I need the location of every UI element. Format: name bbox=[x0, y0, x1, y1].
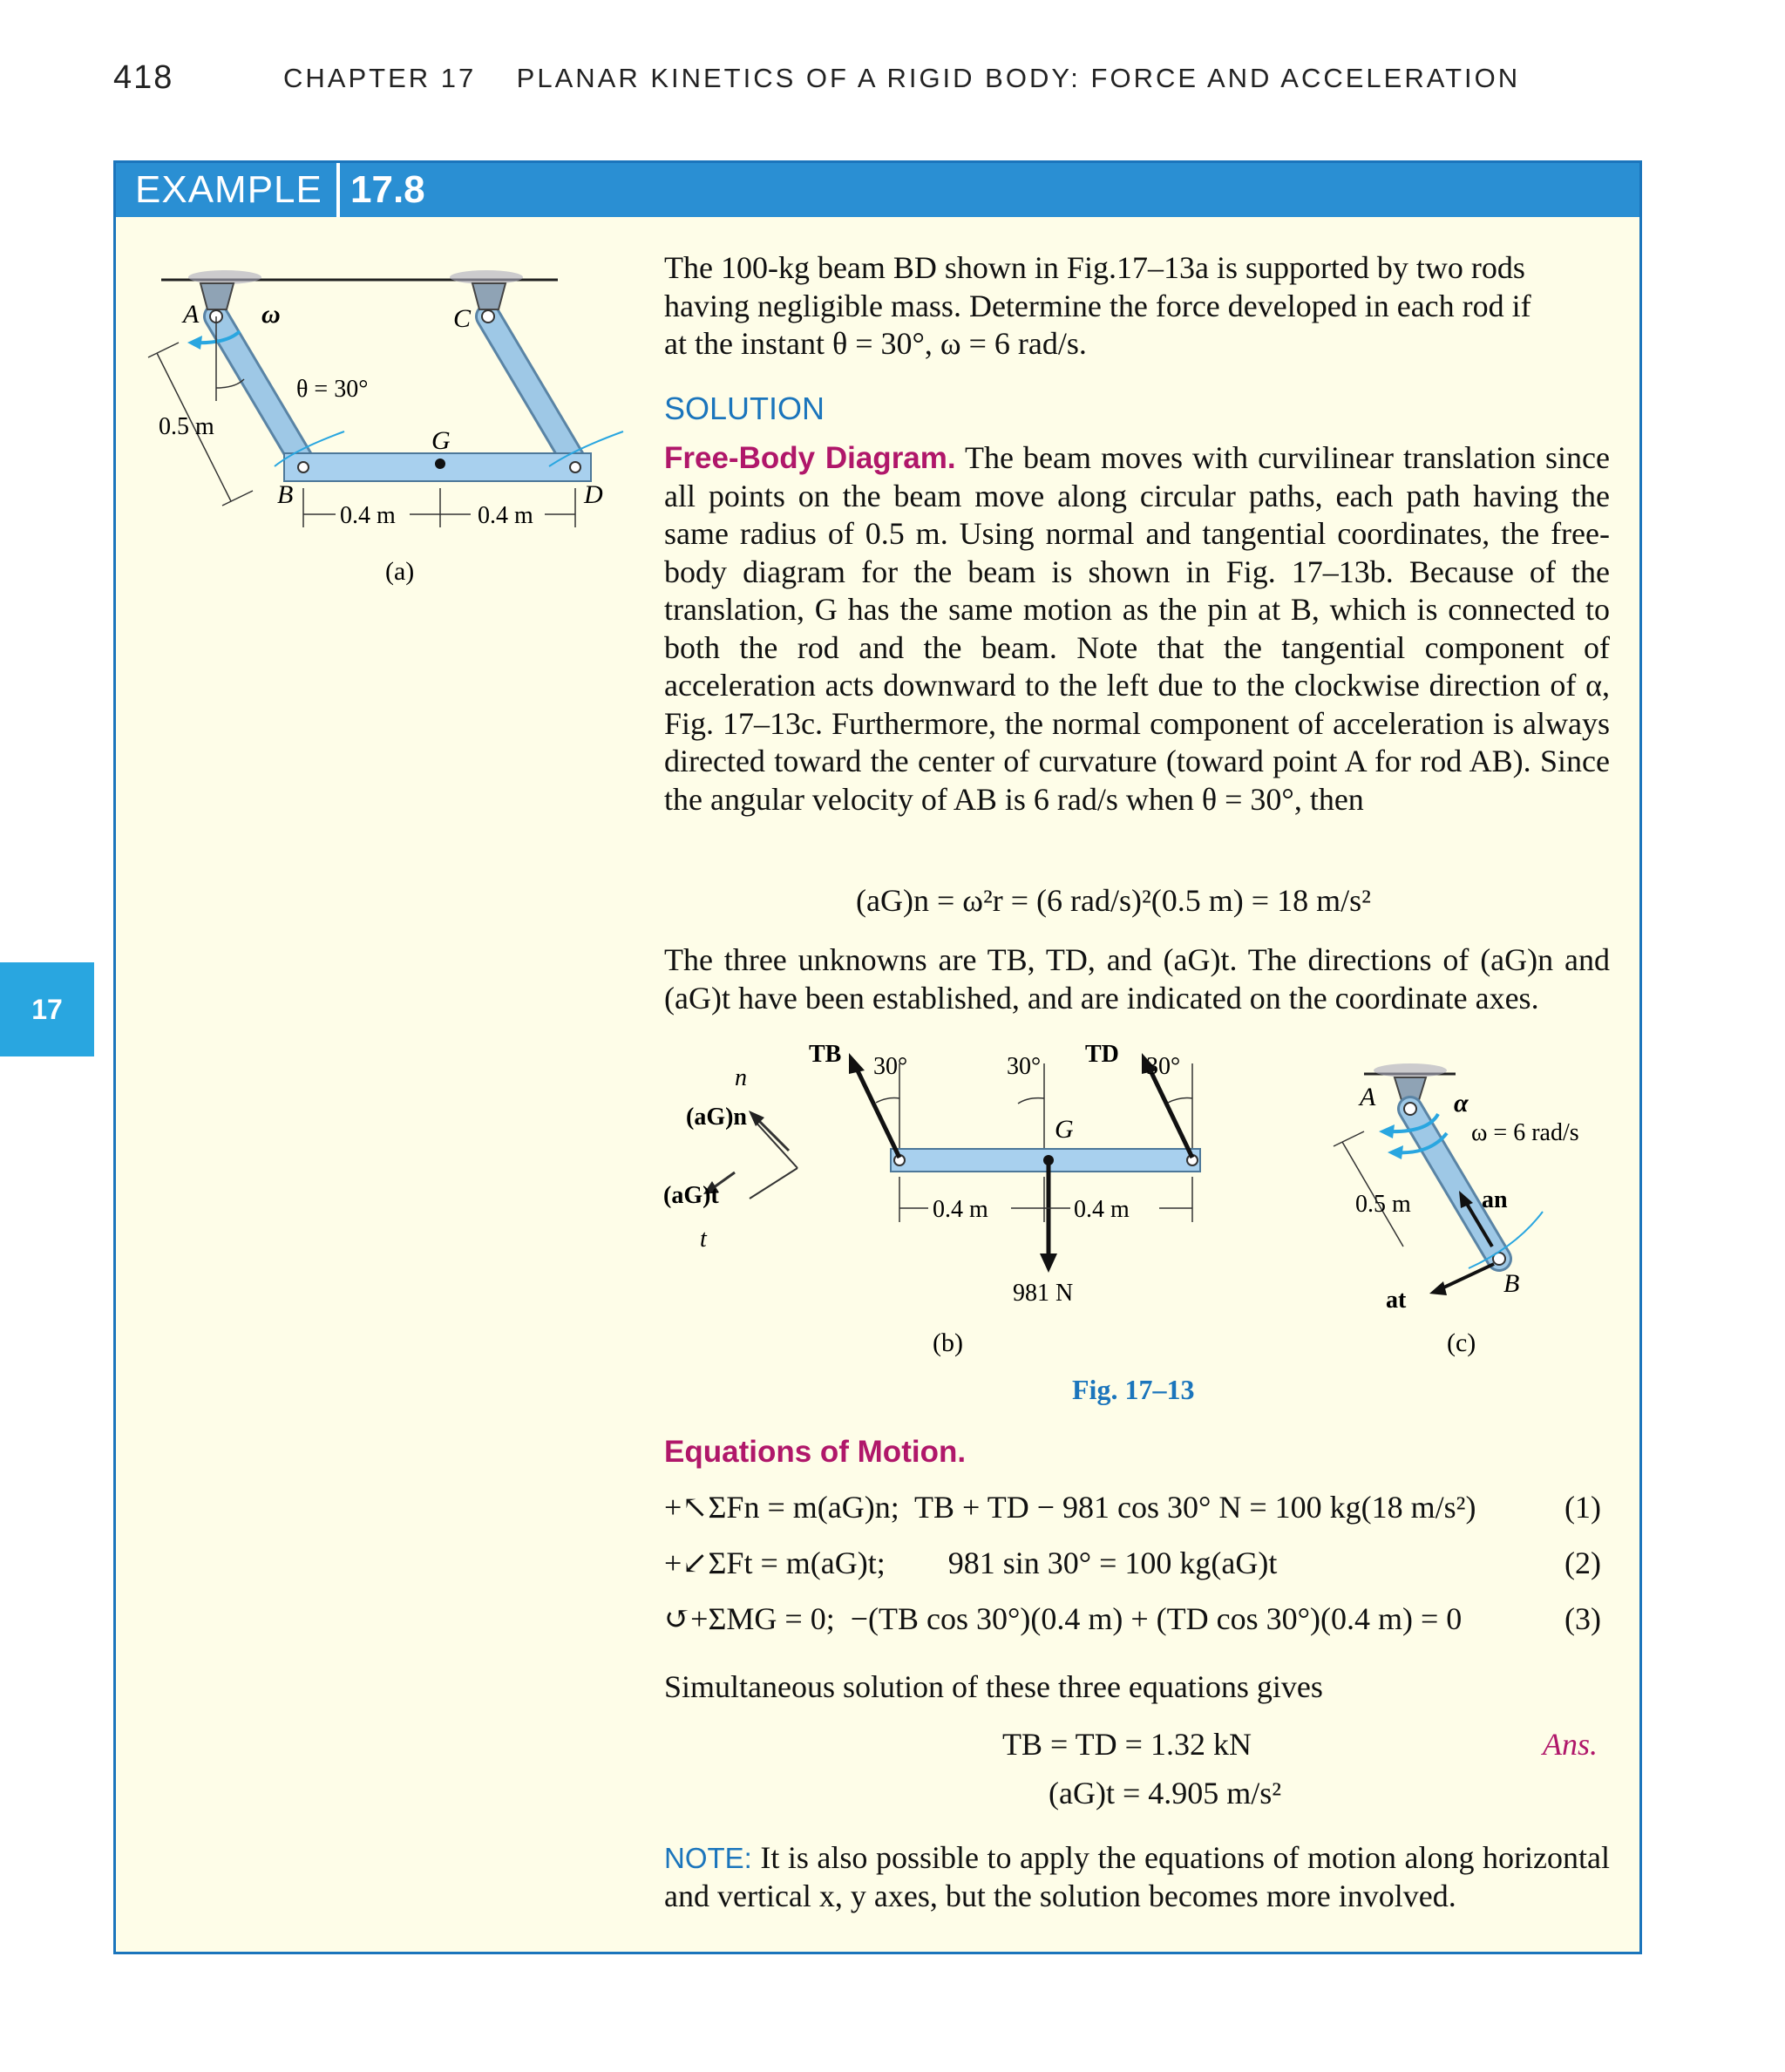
fbd-heading: Free-Body Diagram. bbox=[664, 441, 956, 475]
fig-b-agn: (aG)n bbox=[686, 1104, 747, 1131]
fig-b-G: G bbox=[1055, 1115, 1074, 1144]
fbd-paragraph bbox=[664, 439, 1610, 819]
fig-c-omega: ω = 6 rad/s bbox=[1471, 1119, 1579, 1146]
example-number: 17.8 bbox=[350, 168, 425, 211]
fig-a-caption: (a) bbox=[385, 557, 415, 586]
eom-heading: Equations of Motion. bbox=[664, 1435, 967, 1469]
fbd-text: The beam moves with curvilinear translation since all points on the beam move along circular paths, each path having the same radius of 0.5 m. Using normal and tangential coordinates, the free-body diagram for the beam is shown in Fig. 17–13b. Because of the translation, G has the same motion as the pin at B, which is connected to both the rod and the beam. Note that the tangential component of acceleration acts downward to the left due to the clockwise direction of α, Fig. 17–13c. Furthermore, the normal component of acceleration is always directed toward the center of curvature (toward point A for rod AB). Since the angular velocity of AB is 6 rad/s when θ = 30°, then bbox=[664, 440, 1610, 817]
fig-c-A: A bbox=[1360, 1083, 1376, 1111]
note-label: NOTE: bbox=[664, 1842, 752, 1874]
answer-label: Ans. bbox=[1543, 1727, 1598, 1762]
fig-c-caption: (c) bbox=[1447, 1328, 1476, 1357]
figure-c bbox=[1325, 1046, 1639, 1369]
fig-a-dim-left: 0.4 m bbox=[340, 502, 396, 529]
fig-c-B: B bbox=[1503, 1269, 1520, 1298]
fig-b-agt: (aG)t bbox=[663, 1182, 719, 1209]
example-title-bar bbox=[116, 163, 1639, 217]
figure-a bbox=[139, 248, 628, 597]
example-label: EXAMPLE bbox=[135, 168, 322, 211]
equation-2-number: (2) bbox=[1564, 1546, 1601, 1580]
fig-a-label-omega: ω bbox=[261, 300, 281, 329]
chapter-heading: CHAPTER 17 PLANAR KINETICS OF A RIGID BODY: FORCE AND ACCELERATION bbox=[283, 63, 1521, 93]
fig-b-angle-2: 30° bbox=[1007, 1053, 1042, 1080]
page-number: 418 bbox=[113, 59, 174, 96]
example-title-separator bbox=[336, 163, 340, 217]
equation-3: ↺+ΣMG = 0; −(TB cos 30°)(0.4 m) + (TD cos 30°)(0.4 m) = 0 bbox=[664, 1601, 1463, 1636]
fig-a-label-theta: θ = 30° bbox=[296, 376, 369, 403]
equation-3-number: (3) bbox=[1564, 1601, 1601, 1636]
chapter-tab: 17 bbox=[0, 962, 94, 1056]
fig-c-length: 0.5 m bbox=[1355, 1191, 1411, 1218]
fig-a-label-D: D bbox=[584, 480, 603, 509]
fig-a-label-C: C bbox=[453, 304, 472, 333]
fig-a-label-B: B bbox=[277, 480, 294, 509]
problem-line-3: at the instant θ = 30°, ω = 6 rad/s. bbox=[664, 326, 1087, 361]
equation-1-number: (1) bbox=[1564, 1490, 1601, 1525]
fig-b-dim-left: 0.4 m bbox=[933, 1196, 988, 1223]
problem-line-1: The 100-kg beam BD shown in Fig.17–13a is supported by two rods bbox=[664, 250, 1525, 285]
figure-b bbox=[793, 1029, 1246, 1360]
fig-c-alpha: α bbox=[1454, 1089, 1469, 1118]
fig-c-an: an bbox=[1482, 1186, 1508, 1213]
figure-caption: Fig. 17–13 bbox=[1072, 1374, 1195, 1405]
note-text: It is also possible to apply the equations of motion along horizontal and vertical x, y axes, but the solution becomes more involved. bbox=[664, 1840, 1611, 1913]
solution-heading: SOLUTION bbox=[664, 391, 825, 426]
result-tensions: TB = TD = 1.32 kN bbox=[1002, 1727, 1252, 1762]
equation-normal-acceleration: (aG)n = ω²r = (6 rad/s)²(0.5 m) = 18 m/s² bbox=[856, 883, 1371, 918]
unknowns-paragraph: The three unknowns are TB, TD, and (aG)t. The directions of (aG)n and (aG)t have been established, and are indicated on the coordinate axes. bbox=[664, 942, 1610, 1016]
fig-a-label-A: A bbox=[183, 300, 200, 329]
result-tangential-acceleration: (aG)t = 4.905 m/s² bbox=[1049, 1776, 1282, 1810]
fig-b-TD: TD bbox=[1085, 1041, 1119, 1068]
fig-b-axis-t: t bbox=[700, 1226, 707, 1253]
fig-b-dim-right: 0.4 m bbox=[1074, 1196, 1130, 1223]
fig-b-caption: (b) bbox=[933, 1328, 963, 1357]
figure-b-axes bbox=[658, 1046, 806, 1255]
fig-b-weight: 981 N bbox=[1013, 1280, 1074, 1307]
problem-line-2: having negligible mass. Determine the force developed in each rod if bbox=[664, 289, 1531, 323]
fig-c-at: at bbox=[1386, 1287, 1407, 1314]
fig-b-axis-n: n bbox=[735, 1064, 747, 1091]
simultaneous-text: Simultaneous solution of these three equations gives bbox=[664, 1669, 1323, 1704]
fig-b-angle-1: 30° bbox=[873, 1053, 908, 1080]
equation-1: +↖ΣFn = m(aG)n; TB + TD − 981 cos 30° N = 100 kg(18 m/s²) bbox=[664, 1490, 1476, 1525]
fig-a-label-G: G bbox=[431, 426, 451, 455]
fig-a-dim-right: 0.4 m bbox=[478, 502, 533, 529]
fig-a-label-length: 0.5 m bbox=[159, 413, 214, 440]
equation-2: +↙ΣFt = m(aG)t; 981 sin 30° = 100 kg(aG)t bbox=[664, 1546, 1278, 1580]
fig-b-TB: TB bbox=[809, 1041, 842, 1068]
fig-b-angle-3: 30° bbox=[1146, 1053, 1181, 1080]
note-paragraph bbox=[664, 1839, 1610, 1915]
